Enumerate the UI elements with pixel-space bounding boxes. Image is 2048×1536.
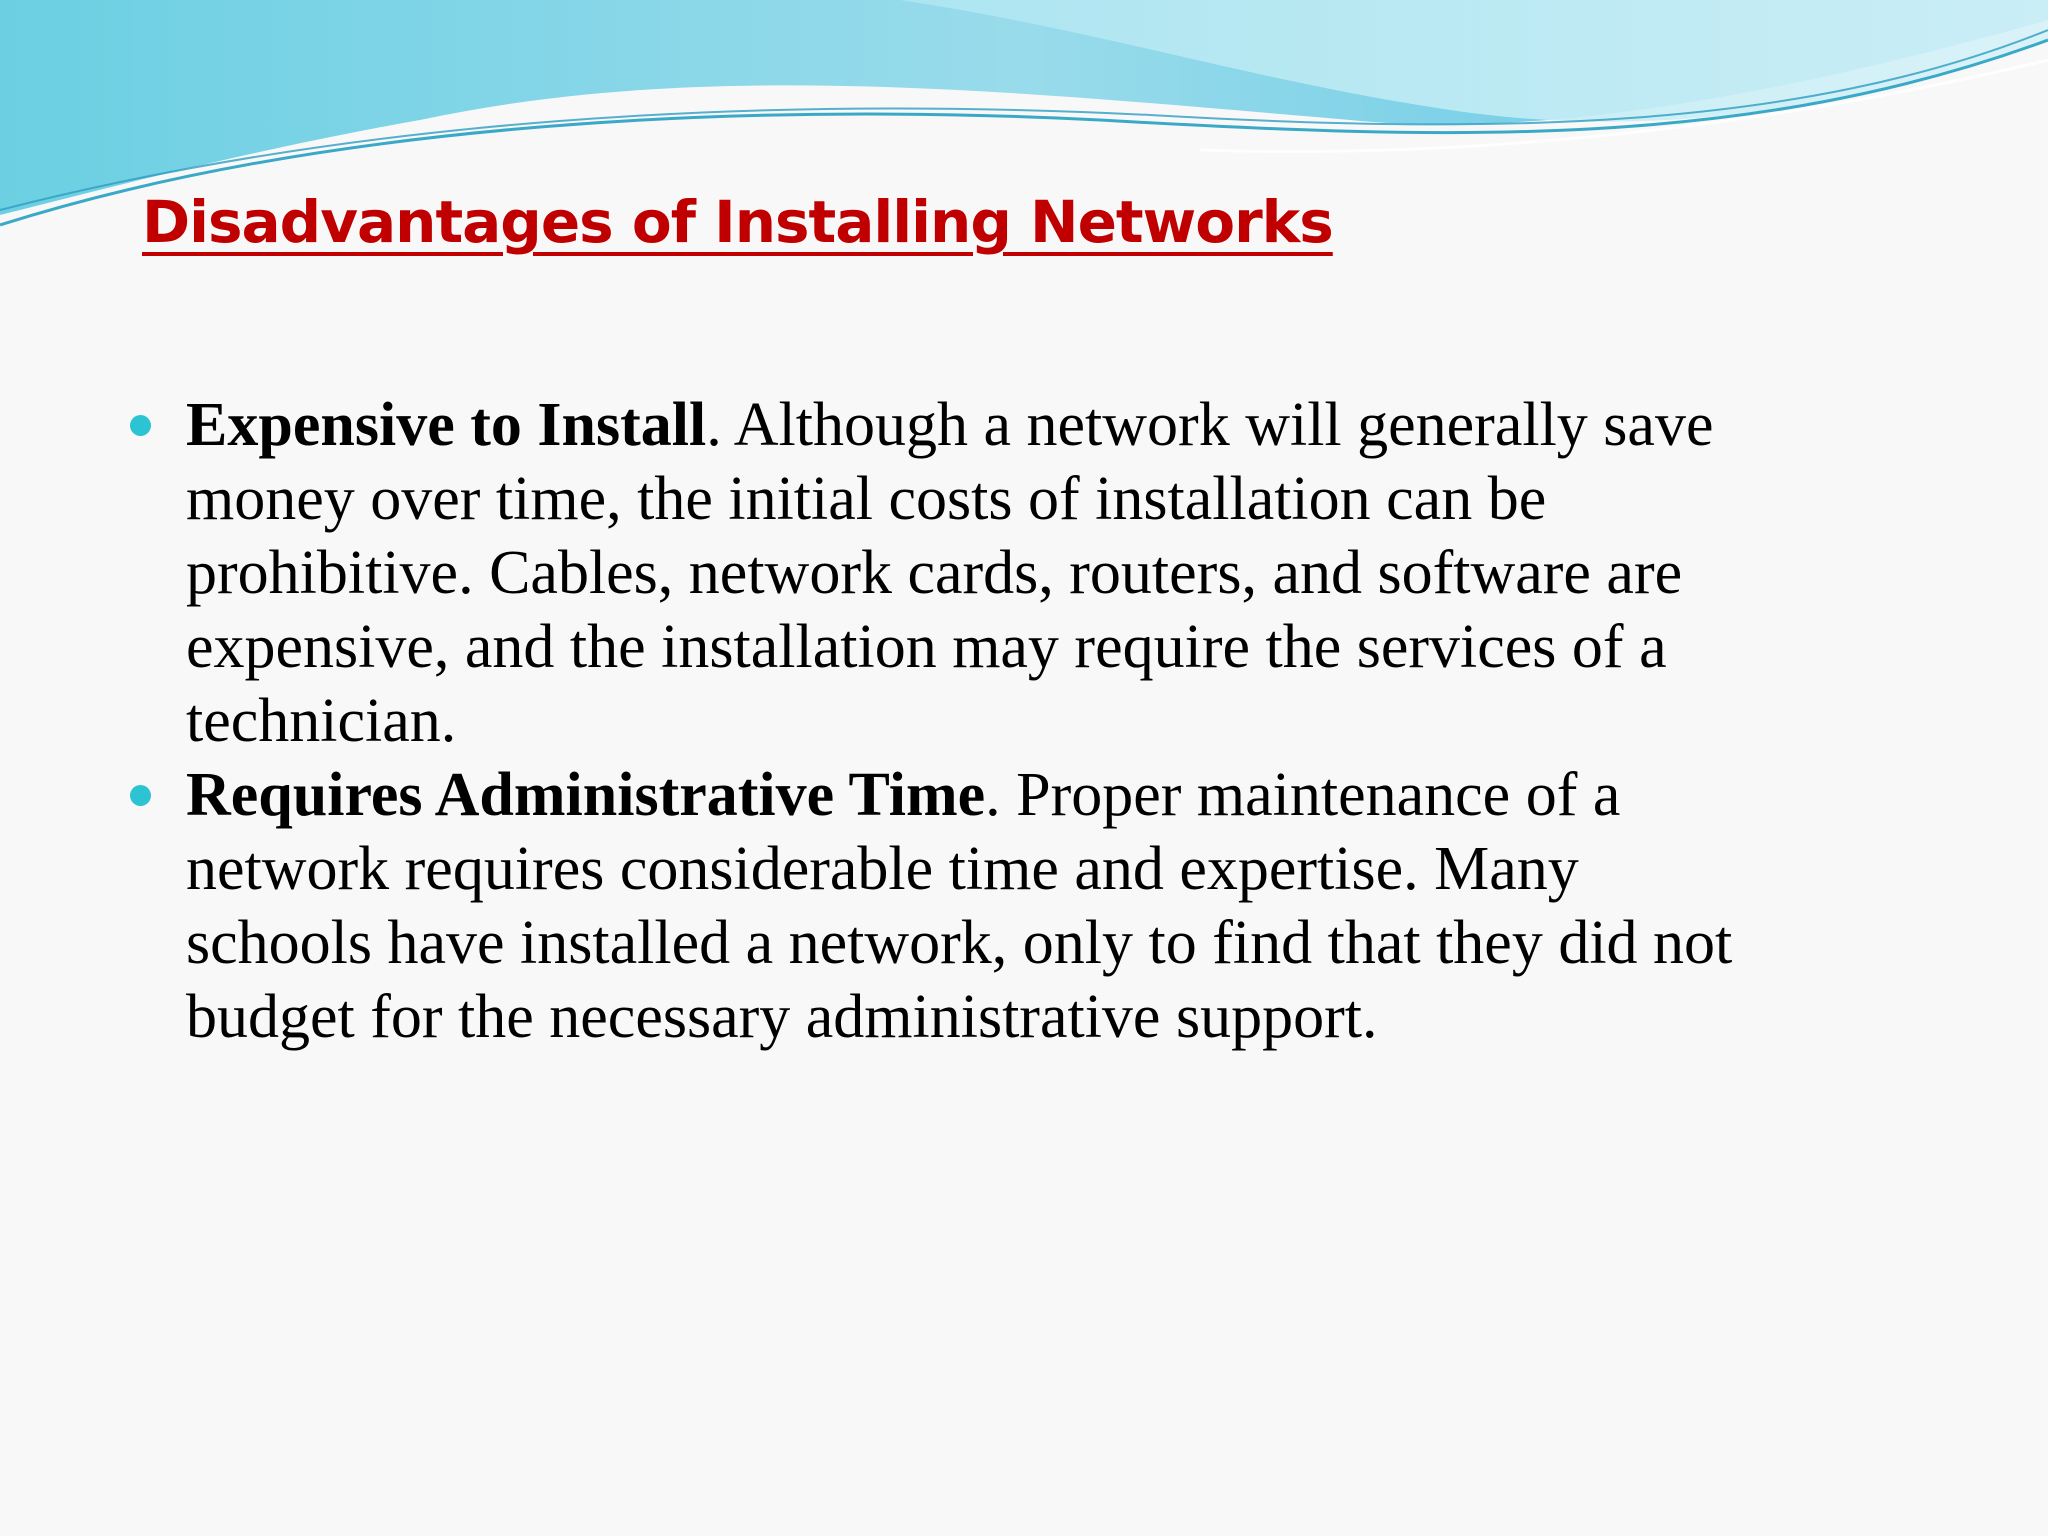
bullet-line <box>186 388 1928 462</box>
bullet-lead: Requires Administrative Time <box>186 761 986 829</box>
bullet-item <box>128 388 1928 758</box>
bullet-dot-icon <box>130 785 151 806</box>
bullet-dot-icon <box>130 415 151 436</box>
bullet-line: expensive, and the installation may require the services of a <box>186 613 1667 681</box>
bullet-line: money over time, the initial costs of installation can be <box>186 465 1547 533</box>
bullet-line: technician. <box>186 687 457 755</box>
bullet-text: . Proper maintenance of a <box>985 761 1621 829</box>
slide-title: Disadvantages of Installing Networks <box>142 188 1333 256</box>
bullet-item <box>128 758 1928 1054</box>
bullet-lead: Expensive to Install <box>186 391 707 459</box>
bullet-line: budget for the necessary administrative support. <box>186 983 1378 1051</box>
bullet-text: . Although a network will generally save <box>706 391 1714 459</box>
bullet-line: schools have installed a network, only to find that they did not <box>186 909 1733 977</box>
bullet-line <box>186 758 1928 832</box>
bullet-list <box>128 388 1928 1054</box>
bullet-line: prohibitive. Cables, network cards, routers, and software are <box>186 539 1683 607</box>
bullet-line: network requires considerable time and expertise. Many <box>186 835 1579 903</box>
